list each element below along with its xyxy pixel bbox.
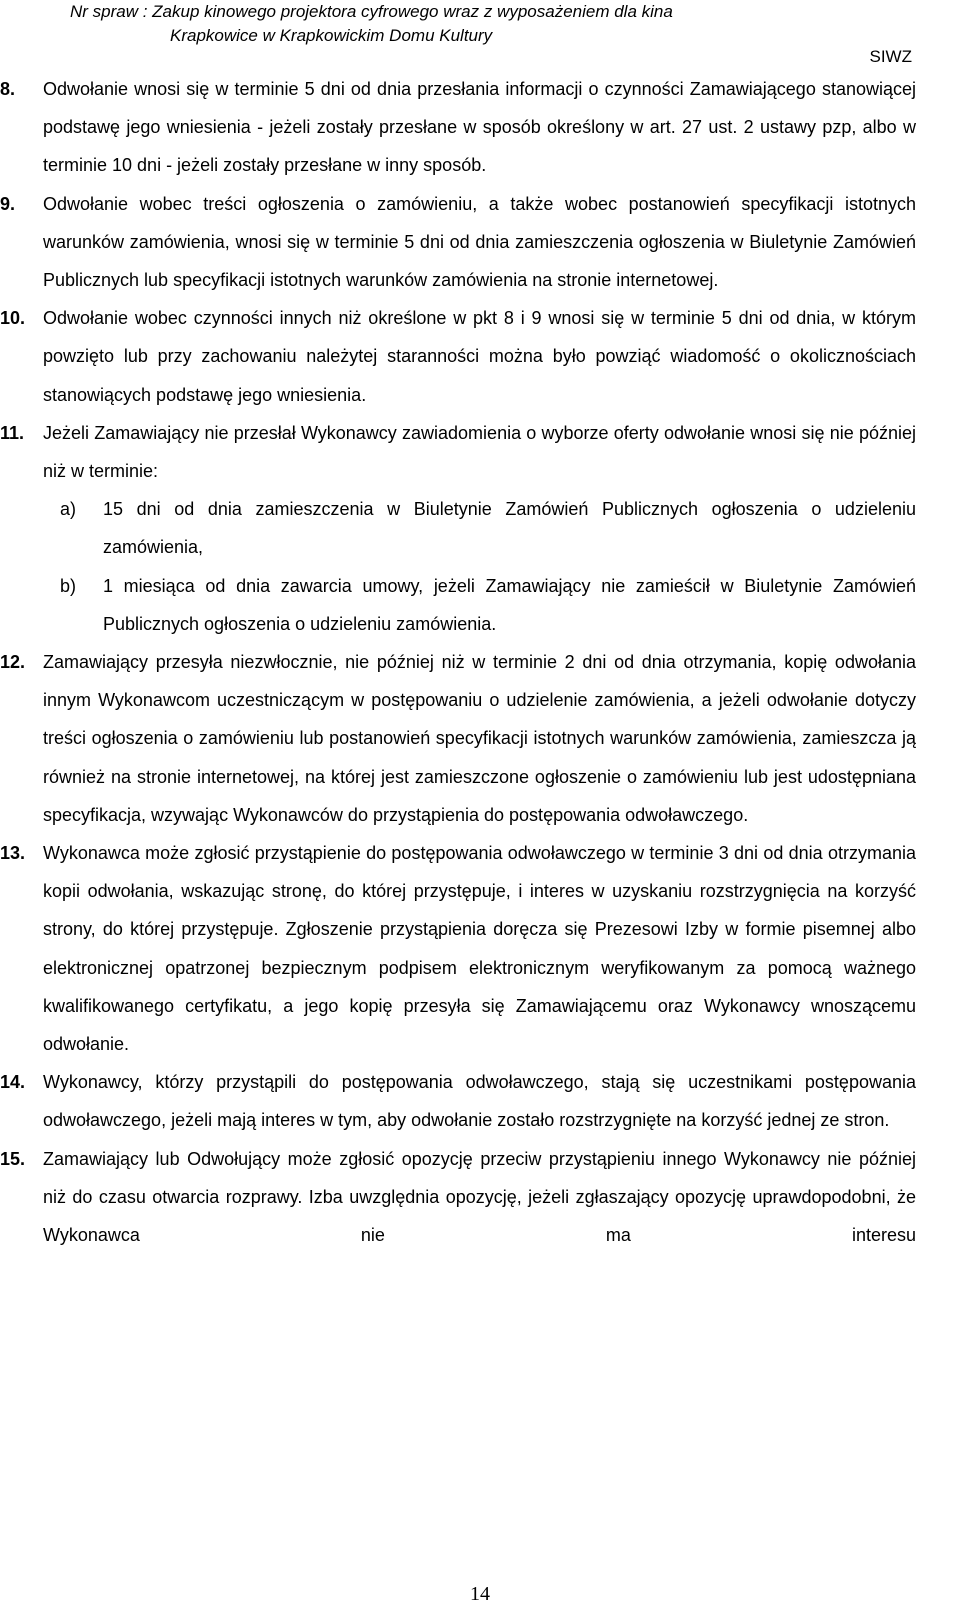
list-item [0, 70, 960, 185]
sub-list-item [0, 567, 960, 643]
item-number: 12. [0, 652, 26, 673]
page-number: 14 [470, 1583, 490, 1605]
sub-item-letter: b) [60, 575, 77, 596]
item-text: Odwołanie wobec treści ogłoszenia o zamówieniu, a także wobec postanowień specyfikacji istotnych warunków zamówienia, wnosi się w terminie 5 dni od dnia zamieszczenia ogłoszenia w Biuletynie Zamówień Publicznych lub specyfikacji istotnych warunków zamówienia na stronie internetowej. [43, 193, 916, 291]
item-text: Odwołanie wnosi się w terminie 5 dni od dnia przesłania informacji o czynności Zamawiającego stanowiącej podstawę jego wniesienia - jeżeli zostały przesłane w sposób określony w art. 27 ust. 2 ustawy pzp, albo w terminie 10 dni - jeżeli zostały przesłane w inny sposób. [43, 79, 916, 176]
item-number: 13. [0, 843, 26, 864]
list-item [0, 643, 960, 834]
header-title-line1: Nr spraw : Zakup kinowego projektora cyfrowego wraz z wyposażeniem dla kina [70, 2, 673, 21]
item-text: Wykonawca może zgłosić przystąpienie do postępowania odwoławczego w terminie 3 dni od dnia otrzymania kopii odwołania, wskazując stronę, do której przystępuje, i interes w uzyskaniu rozstrzygnięcia na korzyść strony, do której przystępuje. Zgłoszenie przystąpienia doręcza się Prezesowi Izby w formie pisemnej albo elektronicznej opatrzonej bezpiecznym podpisem elektronicznym weryfikowanym za pomocą ważnego kwalifikowanego certyfikatu, a jego kopię przesyła się Zamawiającemu oraz Wykonawcy wnoszącemu odwołanie. [43, 843, 916, 1055]
item-number: 15. [0, 1148, 26, 1169]
sub-item-letter: a) [60, 499, 77, 520]
item-number: 9. [0, 193, 16, 214]
item-number: 14. [0, 1072, 26, 1093]
document-body [0, 70, 960, 1254]
item-text: Jeżeli Zamawiający nie przesłał Wykonawcy zawiadomienia o wyborze oferty odwołanie wnosi się nie później niż w terminie: [43, 422, 916, 482]
list-item [0, 1063, 960, 1139]
sub-list-item [0, 490, 960, 566]
item-text: Zamawiający przesyła niezwłocznie, nie później niż w terminie 2 dni od dnia otrzymania, kopię odwołania innym Wykonawcom uczestniczącym w postępowaniu o udzielenie zamówienia, a jeżeli odwołanie dotyczy treści ogłoszenia o zamówieniu lub postanowień specyfikacji istotnych warunków zamówienia, zamieszcza ją również na stronie internetowej, na której jest zamieszczone ogłoszenie o zamówieniu lub jest udostępniana specyfikacja, wzywając Wykonawców do przystąpienia do postępowania odwoławczego. [43, 652, 916, 825]
item-text: Zamawiający lub Odwołujący może zgłosić opozycję przeciw przystąpieniu innego Wykonawcy nie później niż do czasu otwarcia rozprawy. Izba uwzględnia opozycję, jeżeli zgłaszający opozycję uprawdopodobni, że Wykonawca nie ma interesu [43, 1148, 916, 1246]
list-item [0, 1140, 960, 1255]
sub-item-text: 15 dni od dnia zamieszczenia w Biuletynie Zamówień Publicznych ogłoszenia o udzieleniu zamówienia, [103, 499, 916, 558]
document-code: SIWZ [869, 47, 912, 66]
item-number: 11. [0, 422, 25, 443]
item-number: 8. [0, 79, 16, 99]
item-number: 10. [0, 308, 26, 329]
list-item [0, 834, 960, 1063]
list-item [0, 185, 960, 300]
header-title-line2: Krapkowice w Krapkowickim Domu Kultury [170, 26, 493, 45]
list-item [0, 299, 960, 414]
sub-item-text: 1 miesiąca od dnia zawarcia umowy, jeżeli Zamawiający nie zamieścił w Biuletynie Zamówień Publicznych ogłoszenia o udzieleniu zamówienia. [103, 575, 916, 634]
item-text: Wykonawcy, którzy przystąpili do postępowania odwoławczego, stają się uczestnikami postępowania odwoławczego, jeżeli mają interes w tym, aby odwołanie zostało rozstrzygnięte na korzyść jednej ze stron. [43, 1072, 916, 1131]
list-item [0, 414, 960, 490]
item-text: Odwołanie wobec czynności innych niż określone w pkt 8 i 9 wnosi się w terminie 5 dni od dnia, w którym powzięto lub przy zachowaniu należytej staranności można było powziąć wiadomość o okolicznościach stanowiących podstawę jego wniesienia. [43, 308, 916, 405]
